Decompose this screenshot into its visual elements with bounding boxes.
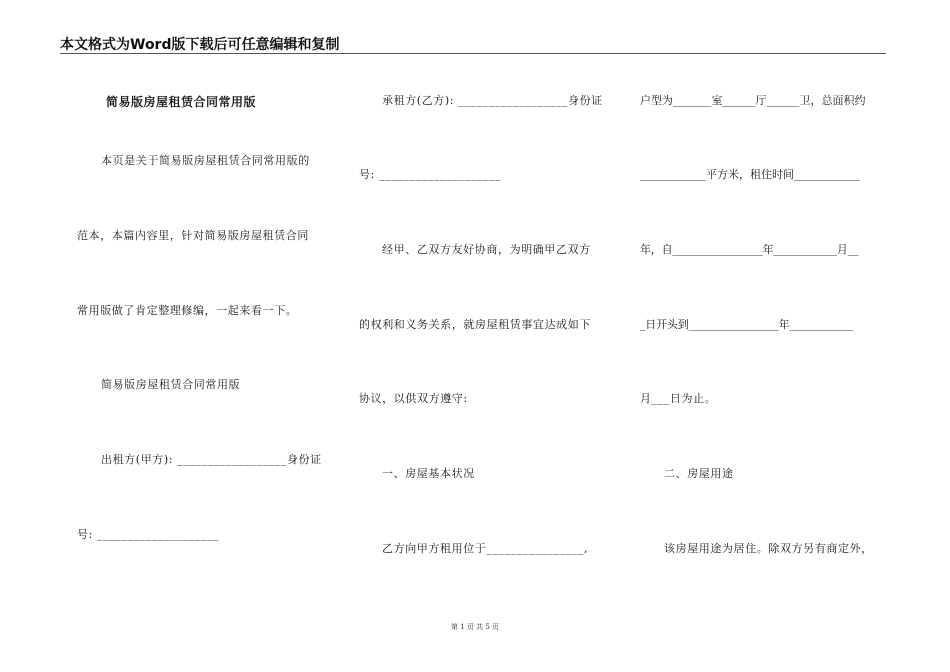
page-number: 第 1 页 共 5 页: [450, 623, 500, 631]
paragraph-line: 协议，以供双方遵守:: [359, 392, 468, 405]
paragraph-line: _日开头到_________________年____________: [640, 318, 853, 331]
section-heading: 二、房屋用途: [664, 467, 734, 480]
paragraph-line: 户型为_______室______厅______卫，总面积约: [640, 94, 866, 107]
paragraph-line: ____________平方米，租住时间____________: [640, 168, 860, 181]
id-number-line: 号: ____________________: [77, 528, 220, 541]
paragraph-line: 年，自_________________年____________月__: [640, 243, 859, 256]
paragraph-line: 本页是关于简易版房屋租赁合同常用版的: [101, 154, 310, 167]
paragraph-line: 月___日为止。: [640, 392, 717, 405]
paragraph-line: 常用版做了肯定整理修编，一起来看一下。: [77, 304, 298, 317]
document-title: 简易版房屋租赁合同常用版: [106, 95, 257, 109]
section-heading: 一、房屋基本状况: [382, 467, 475, 480]
paragraph-line: 经甲、乙双方友好协商，为明确甲乙双方: [382, 243, 591, 256]
section-title: 简易版房屋租赁合同常用版: [101, 378, 241, 391]
id-number-line: 号: ____________________: [359, 168, 502, 181]
paragraph-line: 该房屋用途为居住。除双方另有商定外，: [664, 542, 873, 555]
paragraph-line: 乙方向甲方租用位于________________,: [382, 542, 589, 555]
header-divider: [60, 53, 886, 54]
document-header: 本文格式为Word版下载后可任意编辑和复制: [60, 37, 340, 53]
lessee-line: 承租方(乙方): __________________身份证: [382, 94, 603, 107]
paragraph-line: 范本，本篇内容里，针对简易版房屋租赁合同: [77, 229, 309, 242]
lessor-line: 出租方(甲方): __________________身份证: [101, 453, 322, 466]
paragraph-line: 的权利和义务关系，就房屋租赁事宜达成如下: [359, 318, 591, 331]
